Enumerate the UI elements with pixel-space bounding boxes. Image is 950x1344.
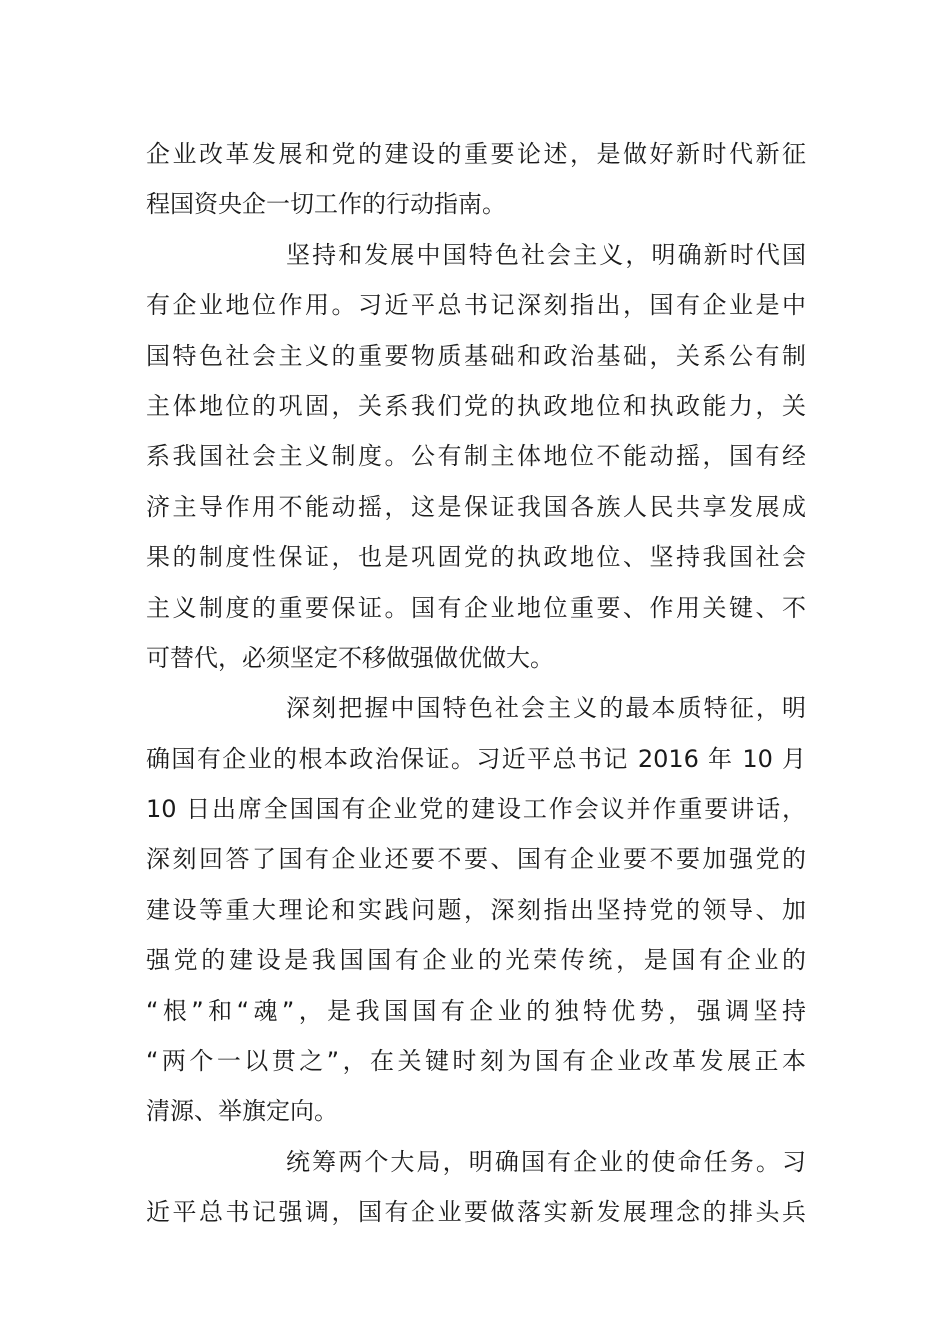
text-line: 深刻回答了国有企业还要不要、国有企业要不要加强党的 xyxy=(146,845,806,874)
text-line: 坚持和发展中国特色社会主义，明确新时代国 xyxy=(286,240,806,269)
text-line: 强党的建设是我国国有企业的光荣传统，是国有企业的 xyxy=(146,946,806,975)
text-line: 可替代，必须坚定不移做强做优做大。 xyxy=(146,643,554,672)
text-line: 有企业地位作用。习近平总书记深刻指出，国有企业是中 xyxy=(146,291,806,320)
text-line: 济主导作用不能动摇，这是保证我国各族人民共享发展成 xyxy=(146,492,806,521)
text-line: 国特色社会主义的重要物质基础和政治基础，关系公有制 xyxy=(146,341,806,370)
text-line: “根”和“魂”，是我国国有企业的独特优势，强调坚持 xyxy=(146,996,806,1025)
text-line: 主义制度的重要保证。国有企业地位重要、作用关键、不 xyxy=(146,593,806,622)
text-line: 统筹两个大局，明确国有企业的使命任务。习 xyxy=(286,1147,806,1176)
paragraph-1 xyxy=(146,129,806,230)
text-line: 确国有企业的根本政治保证。习近平总书记 2016 年 10 月 xyxy=(146,744,806,773)
text-line: 企业改革发展和党的建设的重要论述，是做好新时代新征 xyxy=(146,140,806,168)
text-line: 主体地位的巩固，关系我们党的执政地位和执政能力，关 xyxy=(146,391,806,420)
text-line: 系我国社会主义制度。公有制主体地位不能动摇，国有经 xyxy=(146,442,806,471)
paragraph-3 xyxy=(146,683,806,1137)
text-line: 10 日出席全国国有企业党的建设工作会议并作重要讲话， xyxy=(146,795,806,824)
text-line: 深刻把握中国特色社会主义的最本质特征，明 xyxy=(286,694,806,723)
paragraph-2 xyxy=(146,230,806,684)
paragraph-4 xyxy=(146,1137,806,1238)
text-line: 程国资央企一切工作的行动指南。 xyxy=(146,190,506,219)
text-line: 果的制度性保证，也是巩固党的执政地位、坚持我国社会 xyxy=(146,543,806,572)
text-line: 清源、举旗定向。 xyxy=(146,1097,338,1126)
document-body xyxy=(146,129,806,1238)
text-line: “两个一以贯之”，在关键时刻为国有企业改革发展正本 xyxy=(146,1047,806,1076)
text-line: 建设等重大理论和实践问题，深刻指出坚持党的领导、加 xyxy=(146,895,806,924)
text-line: 近平总书记强调，国有企业要做落实新发展理念的排头兵 xyxy=(146,1198,806,1227)
